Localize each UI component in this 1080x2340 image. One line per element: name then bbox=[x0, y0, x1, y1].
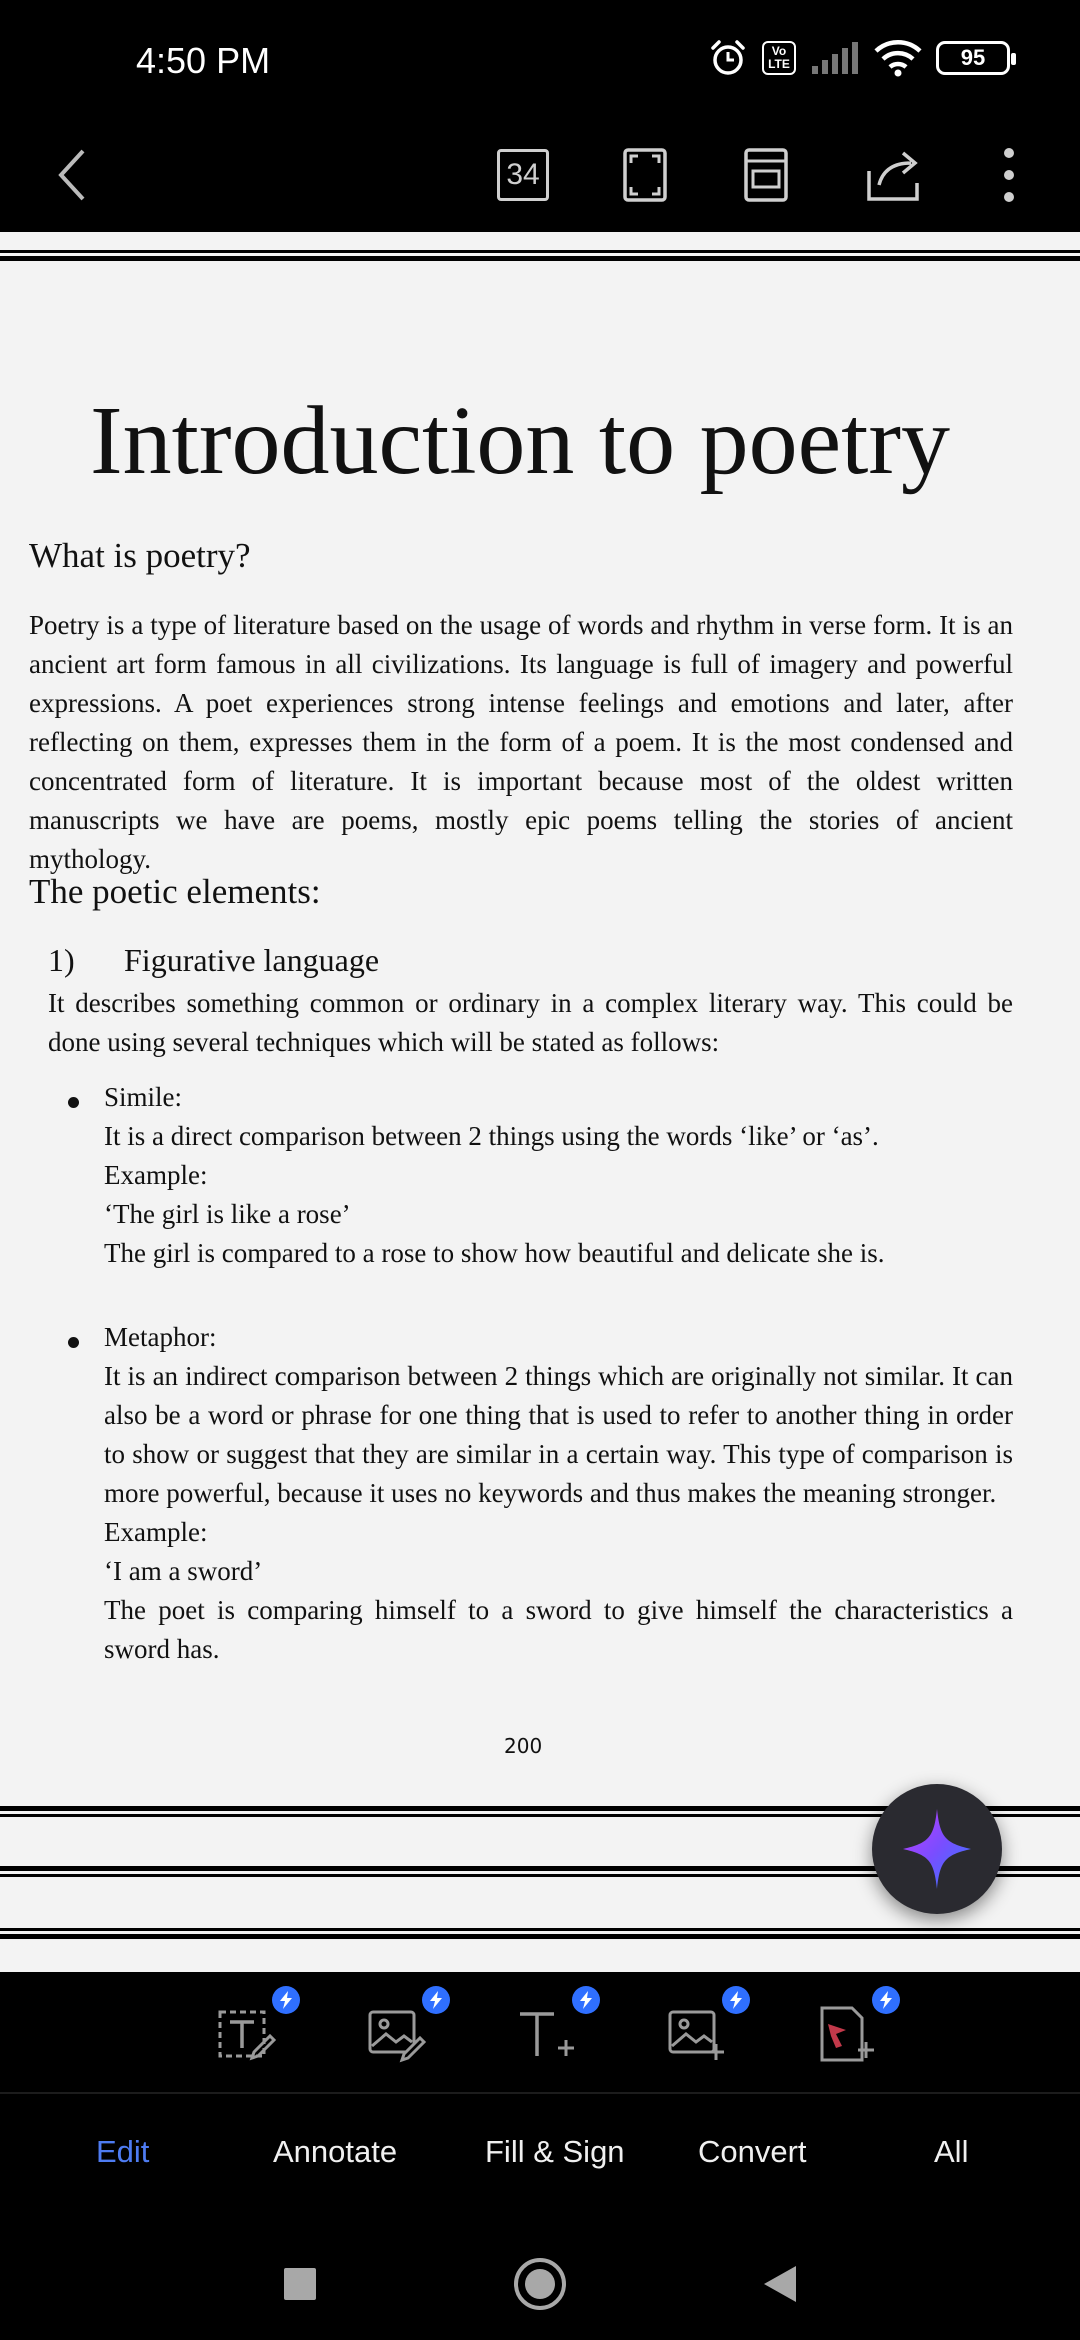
page-border bbox=[0, 1928, 1080, 1931]
simile-example-label: Example: bbox=[104, 1160, 208, 1190]
edit-image-icon bbox=[364, 2002, 428, 2066]
premium-badge-icon bbox=[872, 1986, 900, 2014]
section-paragraph: Poetry is a type of literature based on the usage of words and rhythm in verse form. It is an ancient art form famous in all civilizations. Its language is full of imagery and powerful expressions. A poet experiences strong intense feelings and emotions and later, after reflecting on them, expresses them in the form of a poem. It is the most condensed and concentrated form of literature. It is important because most of the oldest written manuscripts we have are poems, mostly epic poems telling the stories of ancient mythology. bbox=[29, 610, 1013, 874]
view-mode-button[interactable] bbox=[733, 142, 799, 208]
status-time: 4:50 PM bbox=[136, 40, 271, 81]
volte-icon: Vo LTE bbox=[762, 41, 796, 75]
wifi-icon bbox=[874, 39, 922, 77]
figurative-paragraph: It describes something common or ordinary in a complex literary way. This could be done using several techniques which will be stated as follows: bbox=[48, 988, 1013, 1057]
add-image-tool[interactable] bbox=[664, 2002, 728, 2066]
subheading-figurative-language bbox=[48, 942, 379, 979]
share-icon bbox=[865, 147, 925, 203]
bullet bbox=[68, 1097, 79, 1108]
page-count: 34 bbox=[497, 149, 549, 201]
document-page bbox=[0, 262, 1080, 1812]
add-text-tool[interactable] bbox=[514, 2002, 578, 2066]
fullscreen-button[interactable] bbox=[612, 142, 678, 208]
add-text-icon bbox=[514, 2002, 578, 2066]
metaphor-definition: It is an indirect comparison between 2 things which are originally not similar. It can also be a word or phrase for one thing that is used to refer to another thing in order to show or suggest that they are similar in a certain way. This type of comparison is more powerful, because it uses no keywords and thus makes the meaning stronger. bbox=[104, 1361, 1013, 1508]
home-button[interactable] bbox=[510, 2254, 570, 2314]
circle-icon bbox=[512, 2256, 568, 2312]
metaphor-explanation: The poet is comparing himself to a sword to give himself the characteristics a sword has. bbox=[104, 1595, 1013, 1664]
back-nav-button[interactable] bbox=[750, 2254, 810, 2314]
page-border bbox=[0, 1934, 1080, 1939]
system-nav-bar bbox=[0, 2214, 1080, 2340]
edit-text-icon bbox=[214, 2002, 278, 2066]
battery-level: 95 bbox=[960, 45, 986, 70]
tab-annotate[interactable]: Annotate bbox=[273, 2134, 398, 2169]
metaphor-term: Metaphor: bbox=[104, 1322, 217, 1352]
simile-example: ‘The girl is like a rose’ bbox=[104, 1199, 351, 1229]
premium-badge-icon bbox=[572, 1986, 600, 2014]
page-number: 200 bbox=[504, 1734, 543, 1758]
recents-button[interactable] bbox=[270, 2254, 330, 2314]
back-button[interactable] bbox=[40, 142, 106, 208]
page-layout-icon bbox=[743, 147, 789, 203]
triangle-back-icon bbox=[762, 2264, 798, 2304]
page-border-top-inner bbox=[0, 256, 1080, 261]
status-bar bbox=[0, 0, 1080, 120]
more-vertical-icon bbox=[1001, 147, 1017, 203]
metaphor-example-label: Example: bbox=[104, 1517, 208, 1547]
subheading-number: 1) bbox=[48, 942, 75, 978]
simile-definition: It is a direct comparison between 2 things using the words ‘like’ or ‘as’. bbox=[104, 1121, 879, 1151]
signal-icon bbox=[810, 40, 860, 76]
premium-badge-icon bbox=[722, 1986, 750, 2014]
battery-icon bbox=[936, 41, 1010, 75]
edit-tools-row bbox=[0, 1972, 1080, 2092]
ai-assistant-button[interactable] bbox=[872, 1784, 1002, 1914]
metaphor-example: ‘I am a sword’ bbox=[104, 1556, 263, 1586]
tab-convert[interactable]: Convert bbox=[698, 2134, 807, 2169]
add-signature-tool[interactable] bbox=[814, 2002, 878, 2066]
premium-badge-icon bbox=[422, 1986, 450, 2014]
simile-explanation: The girl is compared to a rose to show how beautiful and delicate she is. bbox=[104, 1238, 885, 1268]
add-image-icon bbox=[664, 2002, 728, 2066]
sparkle-icon bbox=[901, 1807, 973, 1891]
section-heading-poetic-elements: The poetic elements: bbox=[29, 872, 321, 911]
page-count-button[interactable] bbox=[490, 142, 556, 208]
signature-document-icon bbox=[814, 2002, 878, 2066]
edit-image-tool[interactable] bbox=[364, 2002, 428, 2066]
list-item-simile bbox=[104, 1078, 1013, 1273]
tab-all[interactable]: All bbox=[934, 2134, 969, 2169]
status-icons bbox=[708, 38, 1010, 78]
tab-fill-sign[interactable]: Fill & Sign bbox=[485, 2134, 625, 2169]
more-options-button[interactable] bbox=[976, 142, 1042, 208]
bullet bbox=[68, 1337, 79, 1348]
top-toolbar bbox=[0, 120, 1080, 232]
bottom-tab-bar bbox=[0, 2094, 1080, 2214]
section-heading-what-is-poetry: What is poetry? bbox=[29, 536, 251, 575]
document-title: Introduction to poetry bbox=[89, 387, 951, 495]
simile-term: Simile: bbox=[104, 1082, 183, 1112]
list-item-metaphor bbox=[104, 1318, 1013, 1669]
tab-edit[interactable]: Edit bbox=[96, 2134, 150, 2169]
premium-badge-icon bbox=[272, 1986, 300, 2014]
square-icon bbox=[283, 2267, 317, 2301]
share-button[interactable] bbox=[854, 142, 936, 208]
chevron-left-icon bbox=[53, 147, 93, 203]
page-border-top bbox=[0, 250, 1080, 253]
edit-text-tool[interactable] bbox=[214, 2002, 278, 2066]
document-viewer[interactable] bbox=[0, 232, 1080, 1972]
subheading-text: Figurative language bbox=[124, 942, 380, 978]
alarm-icon bbox=[708, 38, 748, 78]
fullscreen-icon bbox=[622, 147, 668, 203]
